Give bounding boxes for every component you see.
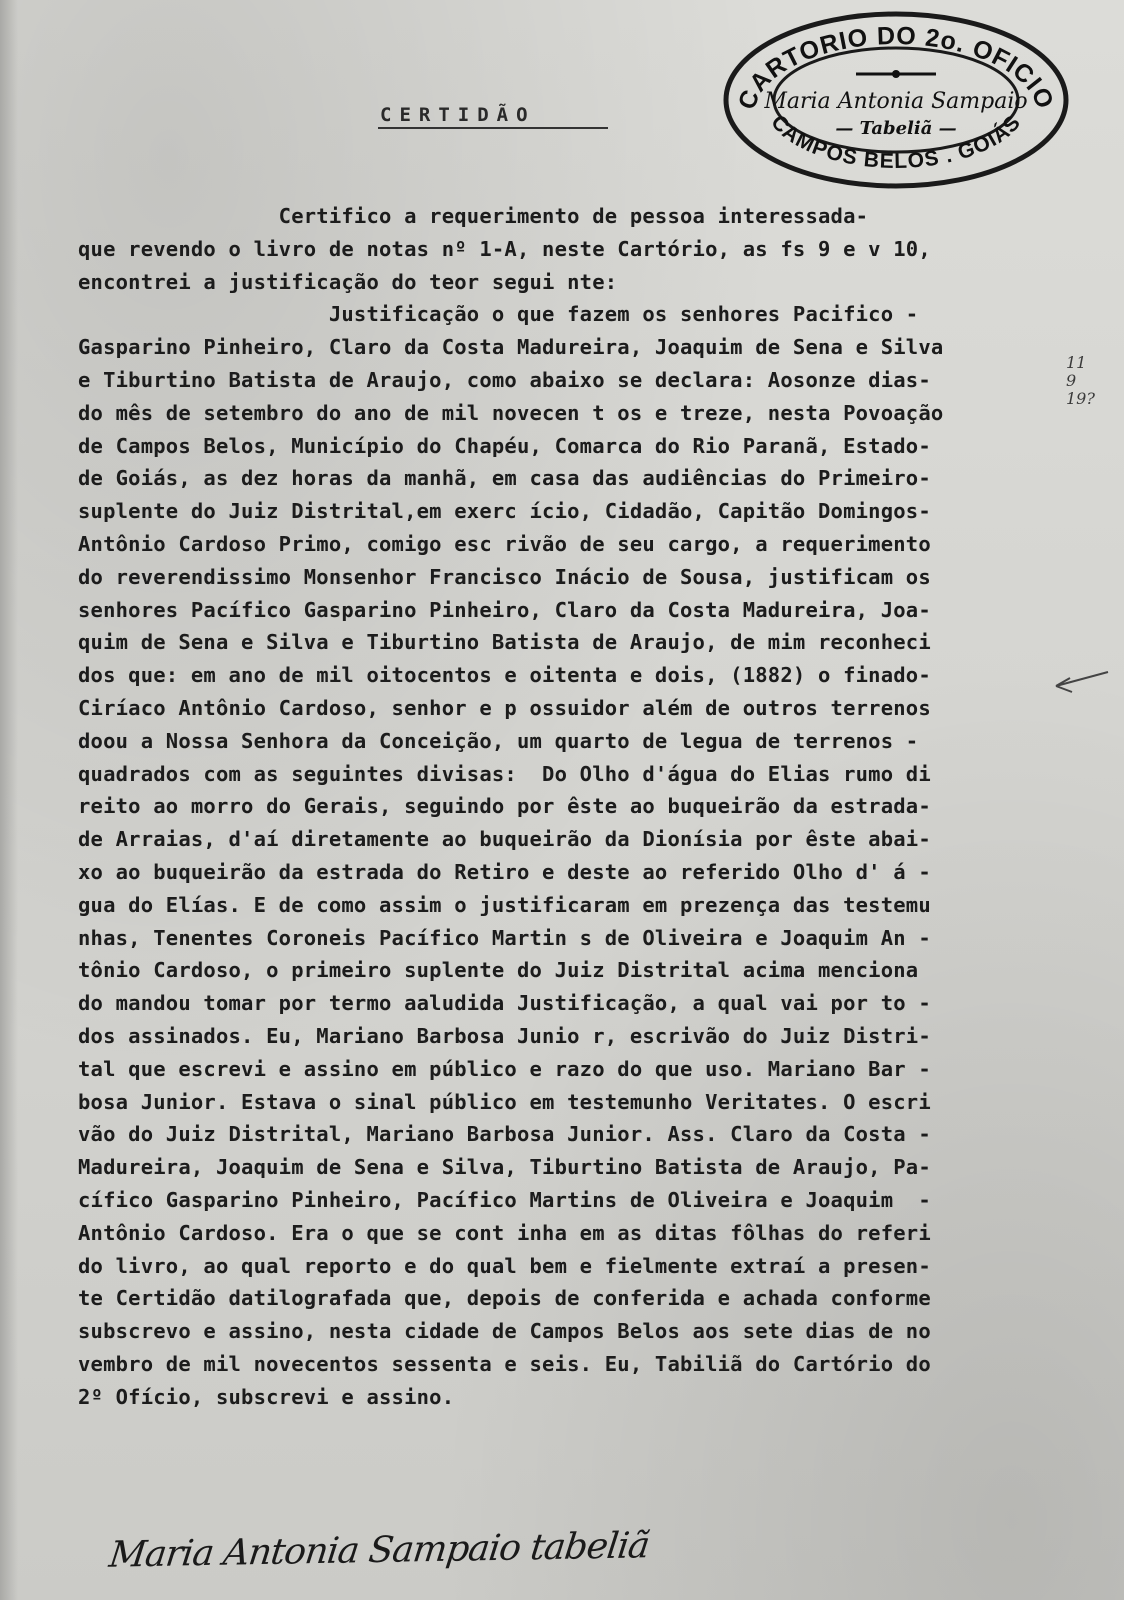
body-line: doou a Nossa Senhora da Conceição, um quarto de legua de terrenos - xyxy=(78,728,919,753)
body-line: do reverendissimo Monsenhor Francisco Inácio de Sousa, justificam os xyxy=(78,564,931,589)
margin-note-line: 19? xyxy=(1066,389,1095,408)
scan-edge-shadow xyxy=(0,0,18,1600)
notary-stamp xyxy=(716,6,1076,194)
handwritten-signature: Maria Antonia Sampaio tabeliã xyxy=(106,1525,652,1576)
body-line: Ciríaco Antônio Cardoso, senhor e p ossuidor além de outros terrenos xyxy=(78,695,931,720)
body-line: Madureira, Joaquim de Sena e Silva, Tiburtino Batista de Araujo, Pa- xyxy=(78,1155,931,1180)
body-line: de Goiás, as dez horas da manhã, em casa das audiências do Primeiro- xyxy=(78,466,931,491)
body-line: quim de Sena e Silva e Tiburtino Batista de Araujo, de mim reconheci xyxy=(78,630,931,655)
margin-note-line: 11 xyxy=(1066,353,1087,372)
body-line: do livro, ao qual reporto e do qual bem e fielmente extraí a presen- xyxy=(78,1253,931,1278)
body-line: de Campos Belos, Município do Chapéu, Comarca do Rio Paranã, Estado- xyxy=(78,433,931,458)
body-line: gua do Elías. E de como assim o justificaram em prezença das testemu xyxy=(78,892,931,917)
body-line: do mandou tomar por termo aaludida Justificação, a qual vai por to - xyxy=(78,991,931,1016)
margin-arrow-icon xyxy=(1050,668,1110,698)
body-line: encontrei a justificação do teor segui nte: xyxy=(78,269,618,294)
body-line: que revendo o livro de notas nº 1-A, neste Cartório, as fs 9 e v 10, xyxy=(78,236,931,261)
body-line: cífico Gasparino Pinheiro, Pacífico Martins de Oliveira e Joaquim - xyxy=(78,1187,931,1212)
body-line: vembro de mil novecentos sessenta e seis. Eu, Tabiliã do Cartório do xyxy=(78,1351,931,1376)
stamp-role: — Tabeliã — xyxy=(835,118,957,139)
body-line: Antônio Cardoso. Era o que se cont inha em as ditas fôlhas do referi xyxy=(78,1220,931,1245)
document-title: CERTIDÃO xyxy=(380,104,536,126)
body-line: senhores Pacífico Gasparino Pinheiro, Claro da Costa Madureira, Joa- xyxy=(78,597,931,622)
body-line: tal que escrevi e assino em público e razo do que uso. Mariano Bar - xyxy=(78,1056,931,1081)
body-line: do mês de setembro do ano de mil novecen t os e treze, nesta Povoação xyxy=(78,400,944,425)
body-line: subscrevo e assino, nesta cidade de Campos Belos aos sete dias de no xyxy=(78,1319,931,1344)
margin-note xyxy=(1066,354,1106,408)
body-line: 2º Ofício, subscrevi e assino. xyxy=(78,1384,455,1409)
body-line: Certifico a requerimento de pessoa interessada- xyxy=(78,204,869,228)
body-line: e Tiburtino Batista de Araujo, como abaixo se declara: Aosonze dias- xyxy=(78,367,931,392)
title-underline xyxy=(378,127,608,129)
body-line: quadrados com as seguintes divisas: Do Olho d'água do Elias rumo di xyxy=(78,761,931,786)
body-line: nhas, Tenentes Coroneis Pacífico Martin s de Oliveira e Joaquim An - xyxy=(78,925,931,950)
body-line: Justificação o que fazem os senhores Pacifico - xyxy=(78,302,919,327)
body-line: Gasparino Pinheiro, Claro da Costa Madureira, Joaquim de Sena e Silva xyxy=(78,335,944,360)
body-line: Antônio Cardoso Primo, comigo esc rivão de seu cargo, a requerimento xyxy=(78,531,931,556)
stamp-top-text: CARTORIO DO 2o. OFICIO xyxy=(732,21,1060,114)
body-line: xo ao buqueirão da estrada do Retiro e deste ao referido Olho d' á - xyxy=(78,859,931,884)
body-line: dos que: em ano de mil oitocentos e oitenta e dois, (1882) o finado- xyxy=(78,663,931,688)
body-line: tônio Cardoso, o primeiro suplente do Juiz Distrital acima menciona xyxy=(78,958,919,983)
body-line: dos assinados. Eu, Mariano Barbosa Junio r, escrivão do Juiz Distri- xyxy=(78,1023,931,1048)
stamp-name: Maria Antonia Sampaio xyxy=(764,89,1028,114)
body-line: bosa Junior. Estava o sinal público em testemunho Veritates. O escri xyxy=(78,1089,931,1114)
stamp-bottom-text: CAMPOS BELOS . GOIÁS xyxy=(766,110,1026,173)
certificate-body xyxy=(78,200,1068,1413)
body-line: te Certidão datilografada que, depois de conferida e achada conforme xyxy=(78,1286,931,1311)
body-line: vão do Juiz Distrital, Mariano Barbosa Junior. Ass. Claro da Costa - xyxy=(78,1122,931,1147)
body-line: suplente do Juiz Distrital,em exerc ício, Cidadão, Capitão Domingos- xyxy=(78,499,931,524)
body-line: reito ao morro do Gerais, seguindo por êste ao buqueirão da estrada- xyxy=(78,794,931,819)
margin-note-line: 9 xyxy=(1066,371,1077,390)
body-line: de Arraias, d'aí diretamente ao buqueirão da Dionísia por êste abai- xyxy=(78,827,931,852)
